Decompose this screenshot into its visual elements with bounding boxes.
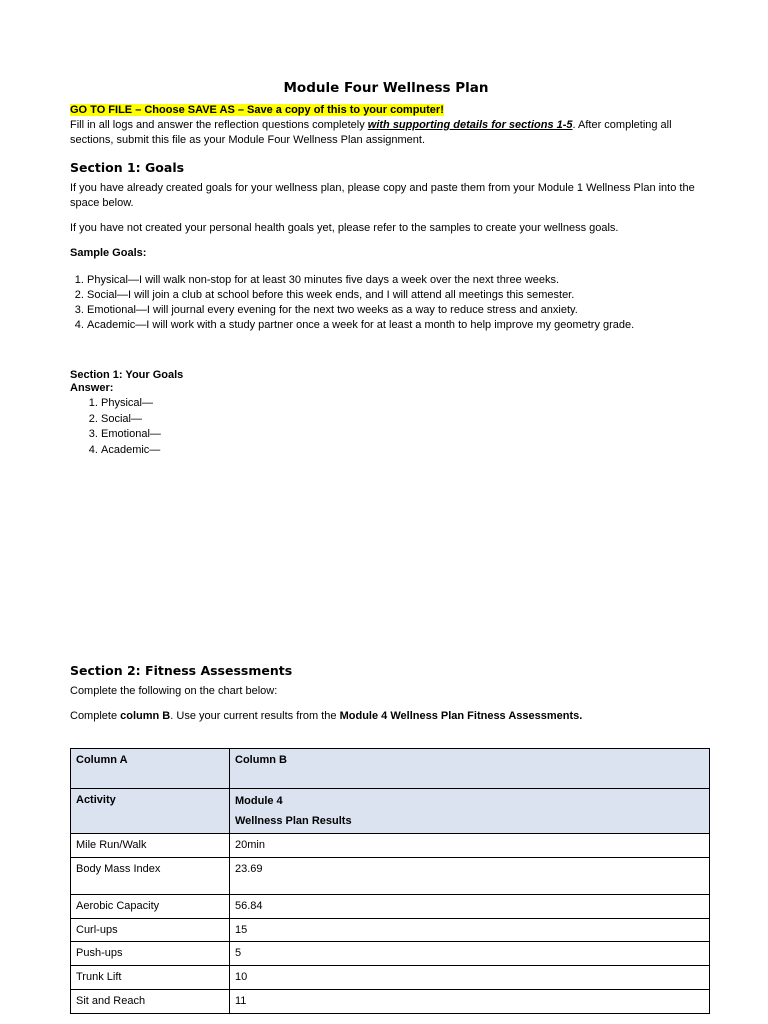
sample-goals-list — [70, 273, 710, 333]
goal-answer-item[interactable]: 2. Social— — [101, 412, 401, 428]
section2-para2 — [70, 709, 710, 724]
goal-answer-item[interactable]: 4. Academic— — [101, 443, 401, 459]
result-cell[interactable]: 11 — [230, 990, 710, 1014]
section2-para1: Complete the following on the chart below: — [70, 685, 278, 697]
table-header-row — [71, 749, 710, 789]
page-title: Module Four Wellness Plan — [283, 80, 489, 96]
result-cell[interactable]: 5 — [230, 942, 710, 966]
sample-goal-item: 1. Physical—I will walk non-stop for at least 30 minutes five days a week over the next three weeks. — [87, 273, 710, 288]
section1-para1: If you have already created goals for your wellness plan, please copy and paste them from your Module 1 Wellness Plan into the space below. — [70, 182, 695, 209]
intro-block — [70, 103, 710, 148]
activity-cell: Trunk Lift — [71, 966, 230, 990]
section1-heading: Section 1: Goals — [70, 160, 185, 175]
sample-goal-item: 4. Academic—I will work with a study partner once a week for at least a month to help improve my geometry grade. — [87, 318, 710, 333]
table-row — [71, 990, 710, 1014]
activity-header: Activity — [71, 789, 230, 834]
assessments-emphasis: Module 4 Wellness Plan Fitness Assessments. — [339, 710, 583, 722]
result-cell[interactable]: 15 — [230, 919, 710, 942]
results-header — [230, 789, 710, 834]
table-row — [71, 942, 710, 966]
goal-answer-item[interactable]: 1. Physical— — [101, 396, 401, 412]
section1-para2: If you have not created your personal health goals yet, please refer to the samples to create your wellness goals. — [70, 222, 619, 234]
activity-cell: Curl-ups — [71, 919, 230, 942]
section2-heading: Section 2: Fitness Assessments — [70, 663, 293, 678]
column-b-header: Column B — [230, 749, 710, 789]
table-row — [71, 858, 710, 895]
column-a-header: Column A — [71, 749, 230, 789]
result-cell[interactable]: 23.69 — [230, 858, 710, 895]
result-cell[interactable]: 56.84 — [230, 895, 710, 919]
table-row — [71, 966, 710, 990]
section2-para2-a: Complete — [70, 710, 121, 722]
section2-para2-c: . Use your current results from the — [170, 710, 340, 722]
fitness-assessment-table — [70, 748, 710, 1014]
your-goals-list — [70, 396, 401, 458]
activity-cell: Push-ups — [71, 942, 230, 966]
activity-cell: Body Mass Index — [71, 858, 230, 895]
table-row — [71, 919, 710, 942]
result-cell[interactable]: 10 — [230, 966, 710, 990]
table-subheader-row — [71, 789, 710, 834]
results-header-line1: Module 4 — [235, 795, 283, 807]
answer-label: Answer: — [70, 382, 114, 394]
activity-cell: Aerobic Capacity — [71, 895, 230, 919]
your-goals-heading: Section 1: Your Goals — [70, 369, 184, 381]
table-row — [71, 834, 710, 858]
sample-goal-item: 2. Social—I will join a club at school before this week ends, and I will attend all meetings this semester. — [87, 288, 710, 303]
intro-text-before: Fill in all logs and answer the reflection questions completely — [70, 119, 368, 131]
intro-text-after: . After completing all sections, submit this file as your Module Four Wellness Plan assignment. — [70, 119, 672, 146]
result-cell[interactable]: 20min — [230, 834, 710, 858]
results-header-line2: Wellness Plan Results — [235, 815, 352, 827]
table-row — [71, 895, 710, 919]
activity-cell: Mile Run/Walk — [71, 834, 230, 858]
save-instruction-highlight: GO TO FILE – Choose SAVE AS – Save a copy of this to your computer! — [70, 104, 444, 116]
sample-goal-item: 3. Emotional—I will journal every evening for the next two weeks as a way to reduce stress and anxiety. — [87, 303, 710, 318]
goal-answer-item[interactable]: 3. Emotional— — [101, 427, 401, 443]
activity-cell: Sit and Reach — [71, 990, 230, 1014]
sample-goals-heading: Sample Goals: — [70, 247, 147, 259]
intro-emphasis: with supporting details for sections 1-5 — [367, 119, 573, 131]
column-b-emphasis: column B — [120, 710, 171, 722]
